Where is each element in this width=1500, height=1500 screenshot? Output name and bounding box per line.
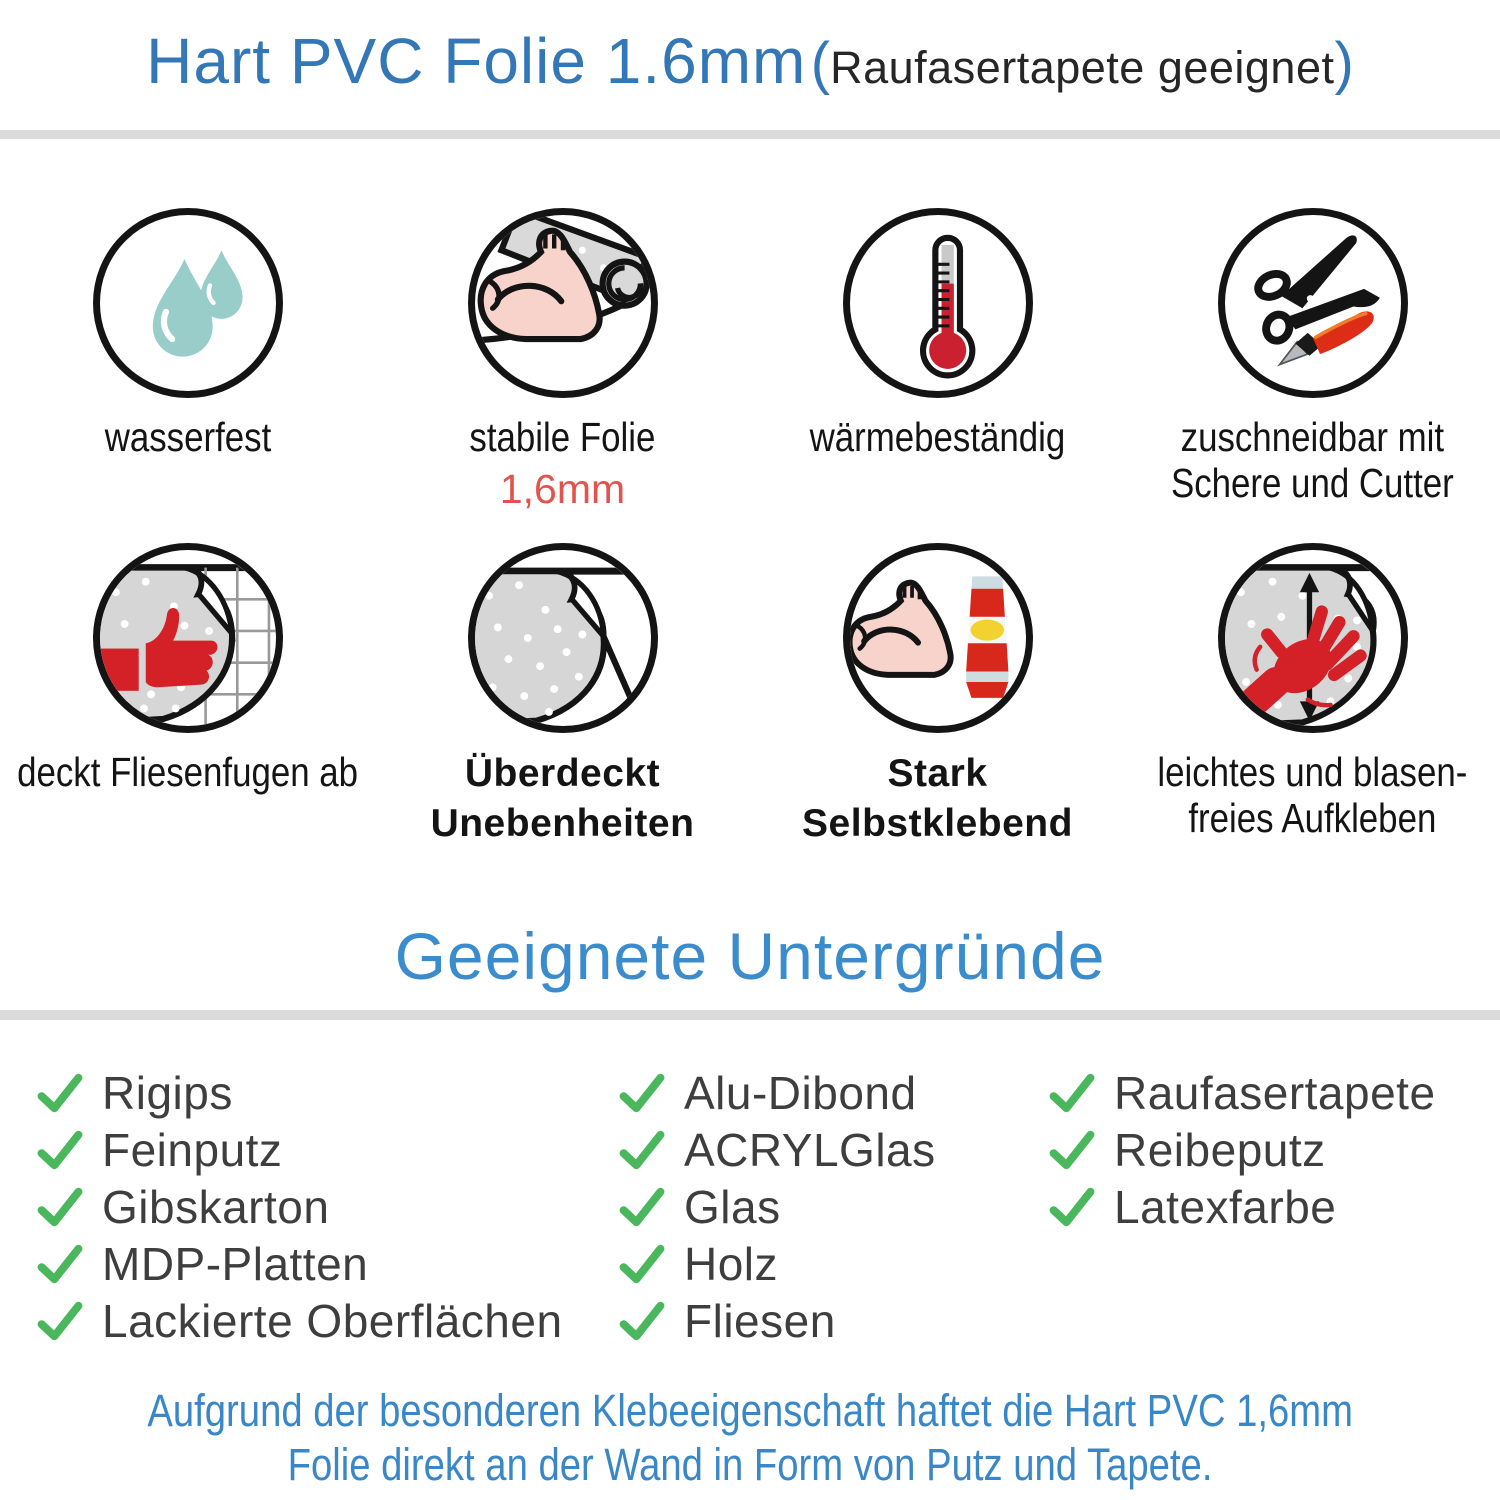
- check-icon: [1048, 1072, 1096, 1114]
- list-item: Fliesen: [618, 1292, 936, 1349]
- check-icon: [618, 1186, 666, 1228]
- feature-bubble-free: [1125, 543, 1500, 849]
- features-row-1: [0, 208, 1500, 513]
- list-item: Latexfarbe: [1048, 1178, 1436, 1235]
- surfaces-column-3: [1048, 1064, 1436, 1235]
- self-adhesive-icon: [843, 543, 1033, 733]
- check-icon: [618, 1129, 666, 1171]
- page-title: [0, 24, 1500, 98]
- list-item: Feinputz: [36, 1121, 563, 1178]
- check-icon: [36, 1243, 84, 1285]
- footer-note: [0, 1384, 1500, 1492]
- feature-label: Überdeckt Unebenheiten: [430, 752, 695, 845]
- feature-waterproof: [0, 208, 375, 513]
- feature-label: stabile Folie: [469, 414, 656, 460]
- check-icon: [1048, 1129, 1096, 1171]
- list-item: Reibeputz: [1048, 1121, 1436, 1178]
- title-paren-open: (: [810, 31, 831, 96]
- feature-label: zuschneidbar mit Schere und Cutter: [1171, 414, 1454, 507]
- check-icon: [618, 1300, 666, 1342]
- features-row-2: [0, 543, 1500, 849]
- list-item: Gibskarton: [36, 1178, 563, 1235]
- top-divider: [0, 130, 1500, 139]
- check-icon: [36, 1129, 84, 1171]
- feature-stable-foil: [375, 208, 750, 513]
- feature-label: leichtes und blasen- freies Aufkleben: [1157, 749, 1468, 842]
- check-icon: [618, 1243, 666, 1285]
- list-item: MDP-Platten: [36, 1235, 563, 1292]
- title-paren-close: ): [1334, 31, 1354, 96]
- surfaces-column-2: [618, 1064, 936, 1349]
- list-item: Alu-Dibond: [618, 1064, 936, 1121]
- check-icon: [36, 1186, 84, 1228]
- feature-label: deckt Fliesenfugen ab: [17, 749, 358, 795]
- list-item: Glas: [618, 1178, 936, 1235]
- foil-thickness-value: 1,6mm: [499, 466, 626, 513]
- list-item: Rigips: [36, 1064, 563, 1121]
- list-item: Raufasertapete: [1048, 1064, 1436, 1121]
- feature-label: wasserfest: [104, 414, 271, 460]
- title-main: Hart PVC Folie 1.6mm: [146, 25, 807, 97]
- thermometer-icon: [843, 208, 1033, 398]
- list-item: Lackierte Oberflächen: [36, 1292, 563, 1349]
- strong-foil-icon: [468, 208, 658, 398]
- tile-joints-icon: [93, 543, 283, 733]
- feature-cuttable: [1125, 208, 1500, 513]
- feature-self-adhesive: [750, 543, 1125, 849]
- check-icon: [36, 1300, 84, 1342]
- check-icon: [1048, 1186, 1096, 1228]
- check-icon: [36, 1072, 84, 1114]
- middle-divider: [0, 1010, 1500, 1020]
- surfaces-column-1: [36, 1064, 563, 1349]
- feature-covers-tile-joints: [0, 543, 375, 849]
- title-subtitle: Raufasertapete geeignet: [830, 42, 1335, 93]
- list-item: ACRYLGlas: [618, 1121, 936, 1178]
- list-item: Holz: [618, 1235, 936, 1292]
- scissors-cutter-icon: [1218, 208, 1408, 398]
- feature-heat-resistant: [750, 208, 1125, 513]
- feature-label: Stark Selbstklebend: [802, 752, 1073, 845]
- footer-line-1: Aufgrund der besonderen Klebeeigenschaft haftet die Hart PVC 1,6mm: [147, 1385, 1353, 1436]
- bubble-free-icon: [1218, 543, 1408, 733]
- covers-unevenness-icon: [468, 543, 658, 733]
- check-icon: [618, 1072, 666, 1114]
- footer-line-2: Folie direkt an der Wand in Form von Putz und Tapete.: [287, 1439, 1213, 1490]
- water-drops-icon: [93, 208, 283, 398]
- feature-label: wärmebeständig: [809, 414, 1066, 460]
- surfaces-heading: Geeignete Untergründe: [394, 919, 1106, 993]
- feature-covers-unevenness: [375, 543, 750, 849]
